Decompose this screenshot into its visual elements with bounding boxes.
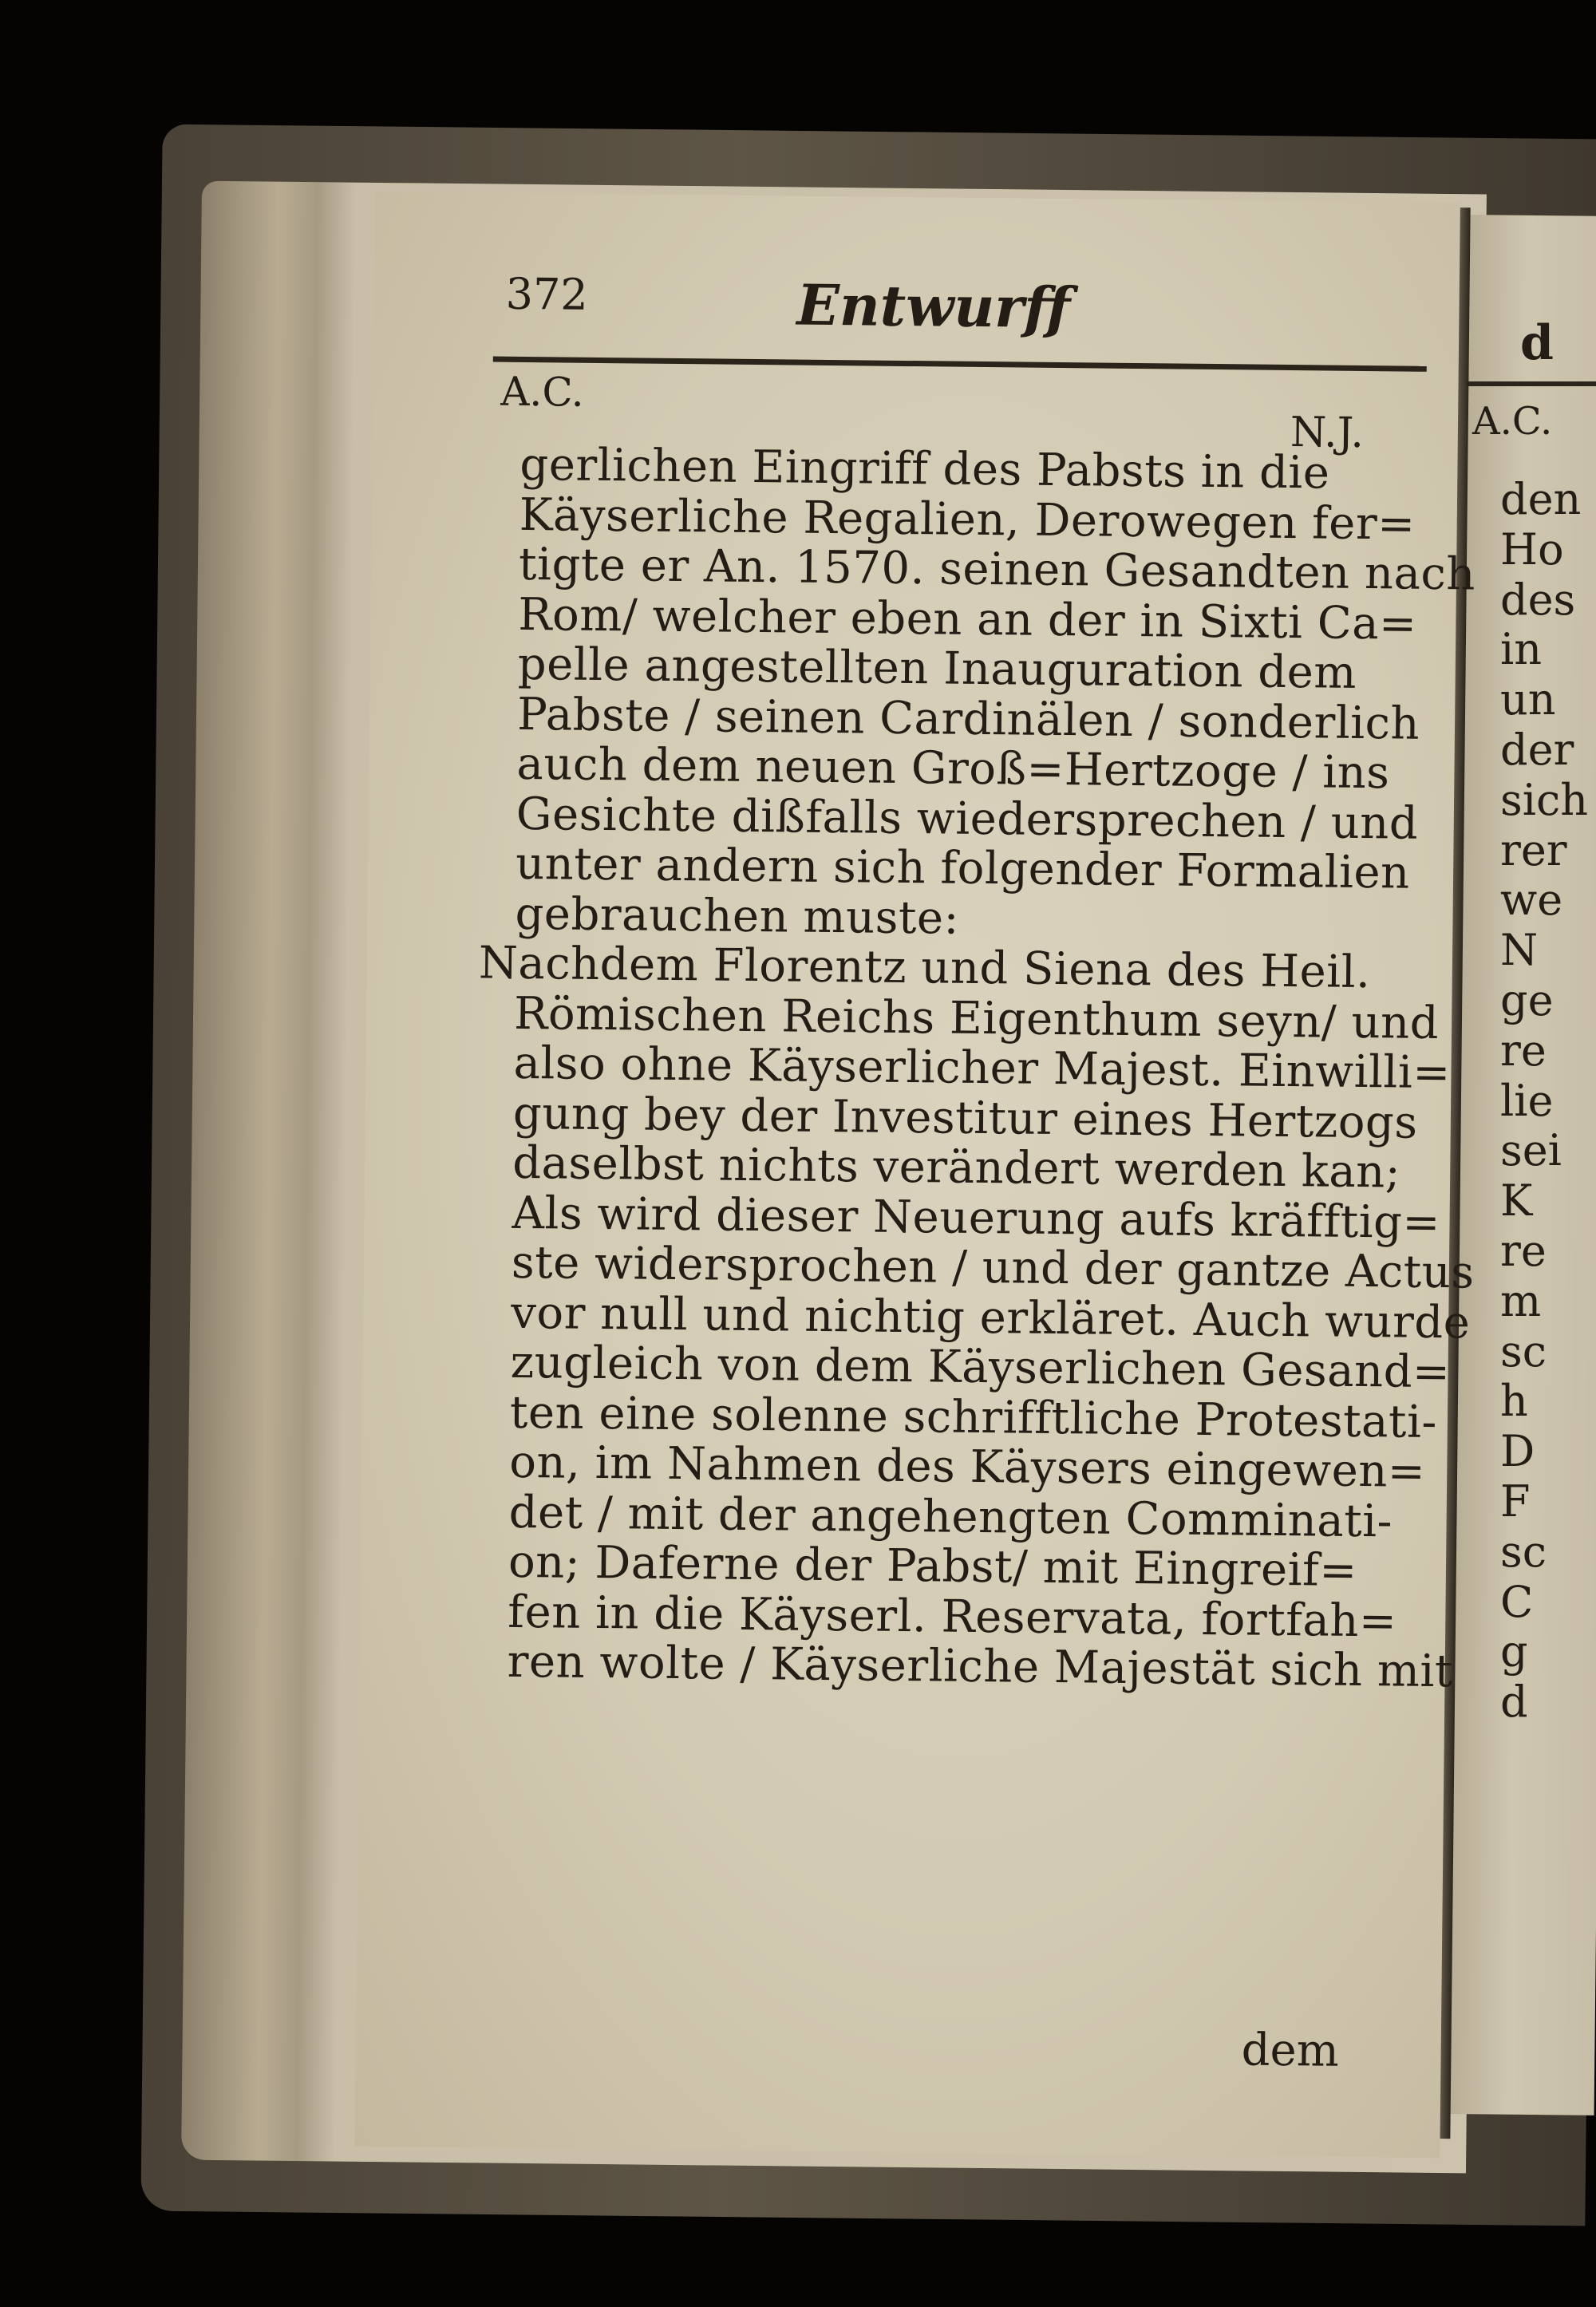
facing-page-line: des xyxy=(1500,574,1576,625)
text-line: Rom/ welcher eben an der in Sixti Ca= xyxy=(518,588,1417,650)
text-line: Käyserliche Regalien, Derowegen fer= xyxy=(519,488,1416,551)
text-line: Als wird dieser Neuerung aufs kräfftig= xyxy=(512,1187,1441,1249)
facing-page-line: D xyxy=(1500,1426,1535,1477)
left-page xyxy=(354,192,1476,2158)
facing-page-line: un xyxy=(1500,674,1556,725)
text-line: on, im Nahmen des Käysers eingewen= xyxy=(508,1436,1426,1498)
facing-page-line: Ho xyxy=(1500,523,1564,575)
text-line: Nachdem Florentz und Siena des Heil. xyxy=(478,937,1371,999)
facing-page-line: we xyxy=(1500,875,1563,926)
page-number: 372 xyxy=(505,268,589,320)
text-line: gerlichen Eingriff des Pabsts in die xyxy=(519,438,1330,500)
facing-page-line: C xyxy=(1500,1576,1534,1627)
facing-page-line: g xyxy=(1500,1626,1528,1677)
facing-page-line: re xyxy=(1500,1025,1547,1076)
facing-page-line: in xyxy=(1500,624,1543,675)
catchword: dem xyxy=(1241,2024,1340,2077)
facing-page-header-fragment: d xyxy=(1520,315,1554,371)
facing-page-line: F xyxy=(1500,1475,1531,1527)
text-line: fen in die Käyserl. Reservata, fortfah= xyxy=(508,1586,1397,1648)
header-rule xyxy=(493,357,1427,372)
facing-page-line: lie xyxy=(1500,1075,1554,1126)
text-line: ten eine solenne schrifftliche Protestati- xyxy=(509,1386,1438,1448)
text-line: Römischen Reichs Eigenthum seyn/ und xyxy=(513,987,1440,1049)
facing-page-line: sich xyxy=(1500,774,1589,825)
running-title: Entwurff xyxy=(796,271,1071,342)
marginal-reference: N.J. xyxy=(1290,409,1365,457)
page-header xyxy=(373,267,1412,350)
text-line: vor null und nichtig erkläret. Auch wurde xyxy=(510,1286,1471,1349)
facing-page-line: ge xyxy=(1500,974,1554,1025)
facing-page-line: K xyxy=(1500,1175,1533,1227)
text-line: tigte er An. 1570. seinen Gesandten nach xyxy=(518,538,1476,601)
text-line: unter andern sich folgender Formalien xyxy=(515,837,1411,899)
text-line: also ohne Käyserlicher Majest. Einwilli= xyxy=(513,1037,1452,1100)
body-text xyxy=(471,438,1476,1698)
text-line: auch dem neuen Groß=Hertzoge / ins xyxy=(516,737,1390,800)
text-line: ren wolte / Käyserliche Majestät sich mit xyxy=(507,1635,1454,1698)
facing-page-line: sc xyxy=(1500,1526,1547,1577)
margin-year-label: A.C. xyxy=(500,368,585,416)
facing-page-line: d xyxy=(1500,1677,1528,1728)
facing-page-line: h xyxy=(1500,1376,1528,1427)
facing-page-line: sei xyxy=(1500,1125,1562,1176)
text-line: Gesichte dißfalls wiedersprechen / und xyxy=(516,788,1419,850)
text-line: zugleich von dem Käyserlichen Gesand= xyxy=(510,1336,1451,1399)
facing-page-line: sc xyxy=(1500,1325,1547,1377)
facing-page-line: N xyxy=(1500,925,1539,976)
facing-page-line: rer xyxy=(1500,824,1567,875)
facing-page-year-label: A.C. xyxy=(1472,399,1553,444)
facing-page-line: re xyxy=(1500,1225,1547,1276)
facing-page-rule xyxy=(1467,381,1596,386)
text-line: pelle angestellten Inauguration dem xyxy=(517,638,1357,699)
text-line: Pabste / seinen Cardinälen / sonderlich xyxy=(516,688,1420,750)
facing-page-line: m xyxy=(1500,1275,1542,1326)
text-line: gung bey der Investitur eines Hertzogs xyxy=(512,1087,1418,1149)
text-line: det / mit der angehengten Comminati- xyxy=(508,1486,1393,1547)
text-line: on; Daferne der Pabst/ mit Eingreif= xyxy=(508,1535,1358,1597)
facing-page-text-fragments xyxy=(1500,475,1596,1728)
text-line: ste widersprochen / und der gantze Actus xyxy=(511,1236,1475,1299)
facing-page-line: den xyxy=(1500,475,1582,524)
text-line: gebrauchen muste: xyxy=(515,887,960,945)
facing-page-line: der xyxy=(1500,724,1574,775)
text-line: daselbst nichts verändert werden kan; xyxy=(512,1136,1401,1199)
